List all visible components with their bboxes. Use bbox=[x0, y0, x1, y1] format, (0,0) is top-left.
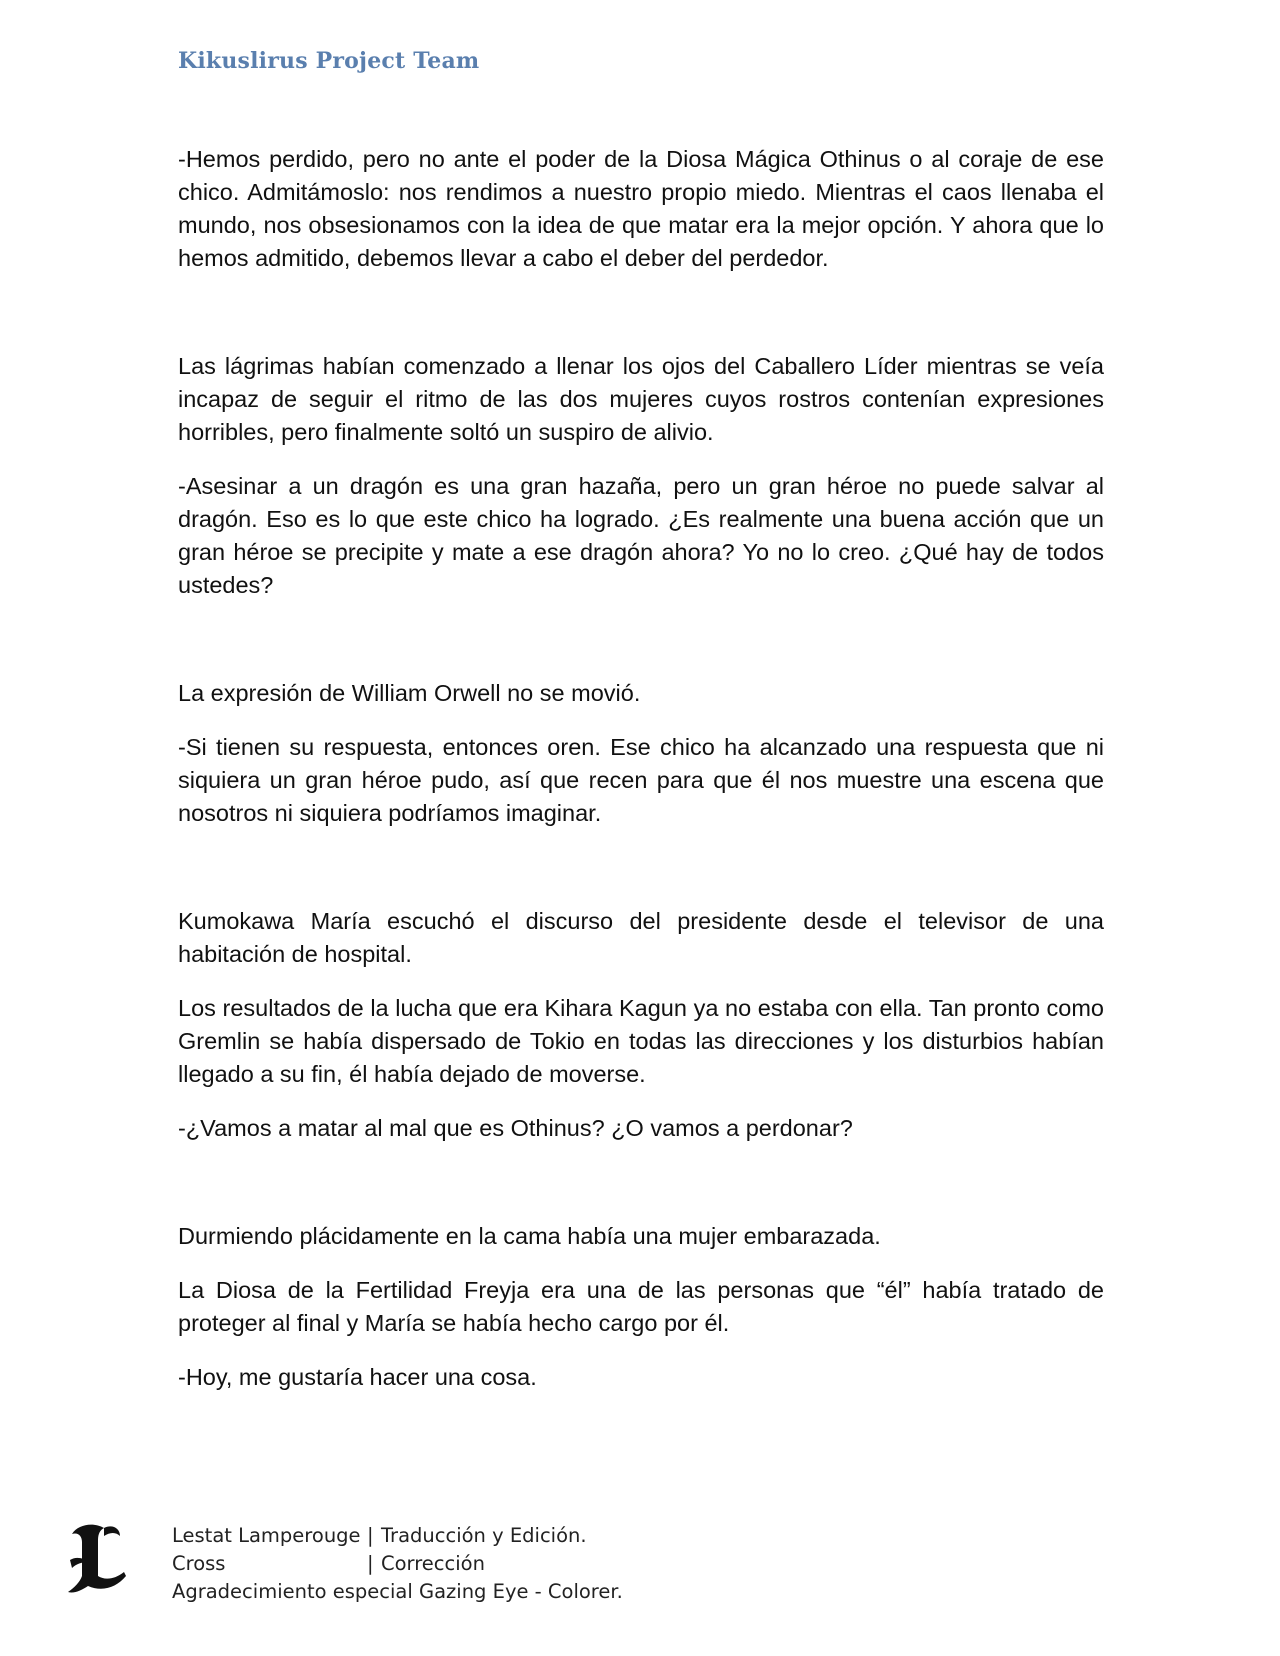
special-thanks: Agradecimiento especial Gazing Eye - Colorer. bbox=[172, 1580, 623, 1603]
paragraph: La Diosa de la Fertilidad Freyja era una de las personas que “él” había tratado de proteger al final y María se había hecho cargo por él. bbox=[178, 1277, 1104, 1336]
section-break bbox=[178, 623, 1104, 677]
section-break bbox=[178, 296, 1104, 350]
paragraph: Los resultados de la lucha que era Kihara Kagun ya no estaba con ella. Tan pronto como Gremlin se había dispersado de Tokio en todas las direcciones y los disturbios habían llegado a su fin, él había dejado de moverse. bbox=[178, 995, 1104, 1087]
document-body bbox=[178, 143, 1104, 1415]
credit-name: Lestat Lamperouge bbox=[172, 1524, 361, 1547]
footer-credits bbox=[172, 1522, 623, 1606]
credit-row bbox=[172, 1550, 623, 1578]
credit-name: Cross bbox=[172, 1552, 226, 1575]
paragraph: -Hemos perdido, pero no ante el poder de la Diosa Mágica Othinus o al coraje de ese chico. Admitámoslo: nos rendimos a nuestro propio miedo. Mientras el caos llenaba el mundo, nos obsesionamos con la idea de que matar era la mejor opción. Y ahora que lo hemos admitido, debemos llevar a cabo el deber del perdedor. bbox=[178, 146, 1104, 271]
paragraph: Las lágrimas habían comenzado a llenar los ojos del Caballero Líder mientras se veía incapaz de seguir el ritmo de las dos mujeres cuyos rostros contenían expresiones horribles, pero finalmente soltó un suspiro de alivio. bbox=[178, 353, 1104, 445]
paragraph: -Hoy, me gustaría hacer una cosa. bbox=[178, 1364, 537, 1390]
page-header-title: Kikuslirus Project Team bbox=[178, 48, 480, 74]
paragraph: -¿Vamos a matar al mal que es Othinus? ¿O vamos a perdonar? bbox=[178, 1115, 853, 1141]
credit-role: Corrección bbox=[381, 1552, 485, 1575]
credit-role: Traducción y Edición. bbox=[381, 1524, 587, 1547]
paragraph: La expresión de William Orwell no se movió. bbox=[178, 680, 641, 706]
paragraph: -Asesinar a un dragón es una gran hazaña, pero un gran héroe no puede salvar al dragón. Eso es lo que este chico ha logrado. ¿Es realmente una buena acción que un gran héroe se precipite y mate a ese dragón ahora? Yo no lo creo. ¿Qué hay de todos ustedes? bbox=[178, 473, 1104, 598]
credit-separator: | bbox=[367, 1552, 374, 1575]
paragraph: Durmiendo plácidamente en la cama había una mujer embarazada. bbox=[178, 1223, 881, 1249]
credit-row bbox=[172, 1522, 623, 1550]
credit-separator: | bbox=[367, 1524, 374, 1547]
paragraph: -Si tienen su respuesta, entonces oren. Ese chico ha alcanzado una respuesta que ni siquiera un gran héroe pudo, así que recen para que él nos muestre una escena que nosotros ni siquiera podríamos imaginar. bbox=[178, 734, 1104, 826]
section-break bbox=[178, 851, 1104, 905]
paragraph: Kumokawa María escuchó el discurso del presidente desde el televisor de una habitación de hospital. bbox=[178, 908, 1104, 967]
section-break bbox=[178, 1166, 1104, 1220]
blackletter-l-logo-icon bbox=[64, 1520, 130, 1596]
